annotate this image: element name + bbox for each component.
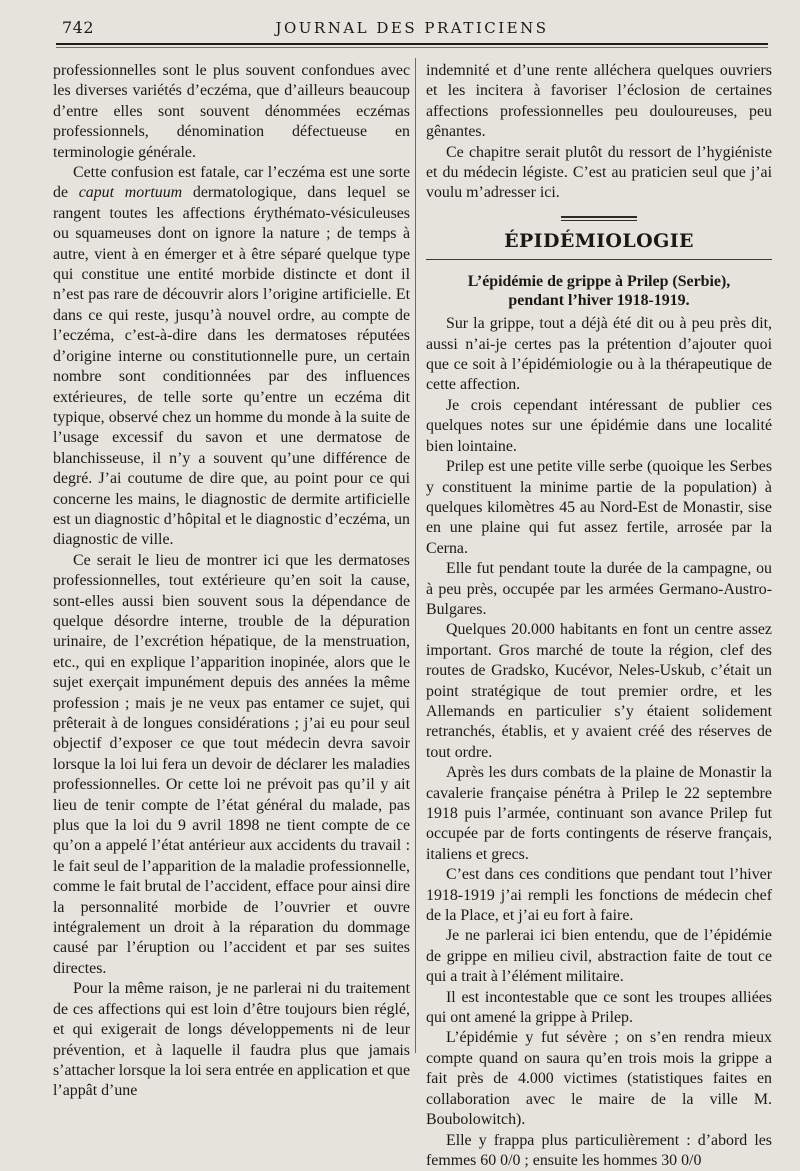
section-title: ÉPIDÉMIOLOGIE	[426, 231, 772, 251]
paragraph: Elle y frappa plus particulièrement : d’abord les femmes 60 0/0 ; ensuite les hommes 30 0/0	[426, 1131, 772, 1171]
paragraph: Je ne parlerai ici bien entendu, que de l’épidémie de grippe en milieu civil, abstraction faite de tout ce qui a trait à l’élément militaire.	[426, 926, 772, 987]
paragraph: Il est incontestable que ce sont les troupes alliées qui ont amené la grippe à Prilep.	[426, 988, 772, 1029]
italic-phrase: caput mortuum	[79, 184, 182, 201]
paragraph: Après les durs combats de la plaine de Monastir la cavalerie française pénétra à Prilep le 22 septembre 1918 puis l’armée, continuant son avance Prilep fut occupée par de forts contingents de réserve français, italiens et grecs.	[426, 763, 772, 865]
ornament-rule	[561, 220, 637, 221]
paragraph: Prilep est une petite ville serbe (quoique les Serbes y constituent la minime partie de la population) à quelques kilomètres 45 au Nord-Est de Monastir, sise en une plaine qui fut assez fertile, arrosée par la Cerna.	[426, 457, 772, 559]
article-title	[426, 272, 772, 310]
paragraph: Quelques 20.000 habitants en font un centre assez important. Gros marché de toute la région, clef des routes de Gradsko, Kucévor, Neles-Uskub, c’était un point stratégique de tout premier ordre, et les Allemands en particulier s’y étaient solidement retranchés, établis, et y avaient créé des réserves de tout ordre.	[426, 620, 772, 763]
paragraph: C’est dans ces conditions que pendant tout l’hiver 1918-1919 j’ai rempli les fonctions de médecin chef de la Place, et j’ai eu fort à faire.	[426, 865, 772, 926]
article-title-line: pendant l’hiver 1918-1919.	[426, 291, 772, 310]
article-title-line: L’épidémie de grippe à Prilep (Serbie),	[426, 272, 772, 291]
section-heading-block	[426, 216, 772, 260]
left-column	[53, 61, 410, 1102]
header-rule	[56, 43, 768, 45]
paragraph: Ce chapitre serait plutôt du ressort de l’hygiéniste et du médecin légiste. C’est au praticien seul que j’ai voulu m’adresser ici.	[426, 143, 772, 204]
page-number: 742	[62, 18, 94, 37]
paragraph: Elle fut pendant toute la durée de la campagne, ou à peu près, occupée par les armées Germano-Austro-Bulgares.	[426, 559, 772, 620]
right-column	[426, 61, 772, 1171]
paragraph: Ce serait le lieu de montrer ici que les dermatoses professionnelles, tout extérieure qu’en soit la cause, sont-elles aussi bien souvent sous la dépendance de quelque désordre interne, trouble de la dépuration urinaire, de l’excrétion hépatique, de la menstruation, etc., qui en explique l’apparition inopinée, alors que le sujet exerçait impunément depuis des années la même profession ; mais je ne veux pas entamer ce sujet, qui prêterait à de longues considérations ; j’ai eu pour seul objectif d’exposer ce que tout médecin devra savoir lorsque la loi lui fera un devoir de déclarer les maladies professionnelles. Or cette loi ne prévoit pas qu’il y ait lieu de tenir compte de l’état général du malade, pas plus que la loi du 9 avril 1898 ne tient compte de ce qu’on a appelé l’état antérieur aux accidents du travail : le fait seul de l’apparition de la maladie professionnelle, comme le fait brutal de l’accident, efface pour ainsi dire la personnalité morbide de l’ouvrier et ouvre intégralement un droit à la réparation du dommage causé par l’éruption ou l’accident et par ses suites directes.	[53, 551, 410, 980]
ornament-rule	[561, 216, 637, 218]
section-rule	[426, 259, 772, 260]
paragraph: professionnelles sont le plus souvent confondues avec les diverses variétés d’eczéma, que d’ailleurs beaucoup d’entre elles sont souvent dénommées eczémas professionnels, dénomination défectueuse en terminologie générale.	[53, 61, 410, 163]
paragraph: Pour la même raison, je ne parlerai ni du traitement de ces affections qui est loin d’être toujours bien réglé, et qui exigerait de longs développements ni de leur prévention, et à laquelle il faudra plus que jamais s’attacher lorsque la loi sera entrée en application et que l’appât d’une	[53, 979, 410, 1101]
page-header	[62, 18, 762, 40]
running-title: JOURNAL DES PRATICIENS	[62, 19, 762, 37]
paragraph: Sur la grippe, tout a déjà été dit ou à peu près dit, aussi n’ai-je certes pas la prétention d’ajouter quoi que ce soit à l’épidémiologie ou à la thérapeutique de cette affection.	[426, 314, 772, 396]
article-body	[426, 314, 772, 1171]
column-divider	[415, 58, 416, 1053]
paragraph: Je crois cependant intéressant de publier ces quelques notes sur une épidémie dans une localité bien lointaine.	[426, 396, 772, 457]
header-rule-thin	[56, 47, 768, 48]
paragraph: Cette confusion est fatale, car l’eczéma est une sorte de caput mortuum dermatologique, dans lequel se rangent toutes les affections érythémato-vésiculeuses ou squameuses dont on ignore la nature ; de temps à autre, vient à en émerger et à être séparé quelque type qui constitue une entité morbide distincte et dont il n’est pas rare de découvrir alors l’origine artificielle. Et dans ce qui reste, jusqu’à nouvel ordre, au compte de l’eczéma, c’est-à-dire dans les dermatoses réputées d’origine interne ou constitutionnelle pure, un certain nombre sont conditionnées par des influences extérieures, de telle sorte qu’entre un eczéma dit typique, observé chez un homme du monde à la suite de l’usage excessif du savon et une dermatose de blanchisseuse, il n’y a souvent qu’une différence de degré. J’ai coutume de dire que, au point pour ce qui concerne les mains, le diagnostic de dermite artificielle est un diagnostic d’hôpital et le diagnostic d’eczéma, un diagnostic de ville.	[53, 163, 410, 551]
paragraph: indemnité et d’une rente alléchera quelques ouvriers et les incitera à favoriser l’éclosion de certaines affections professionnelles peu douloureuses, peu gênantes.	[426, 61, 772, 143]
paragraph: L’épidémie y fut sévère ; on s’en rendra mieux compte quand on saura qu’en trois mois la grippe a fait près de 4.000 victimes (statistiques faites en collaboration avec le maire de la ville M. Boubolowitch).	[426, 1028, 772, 1130]
